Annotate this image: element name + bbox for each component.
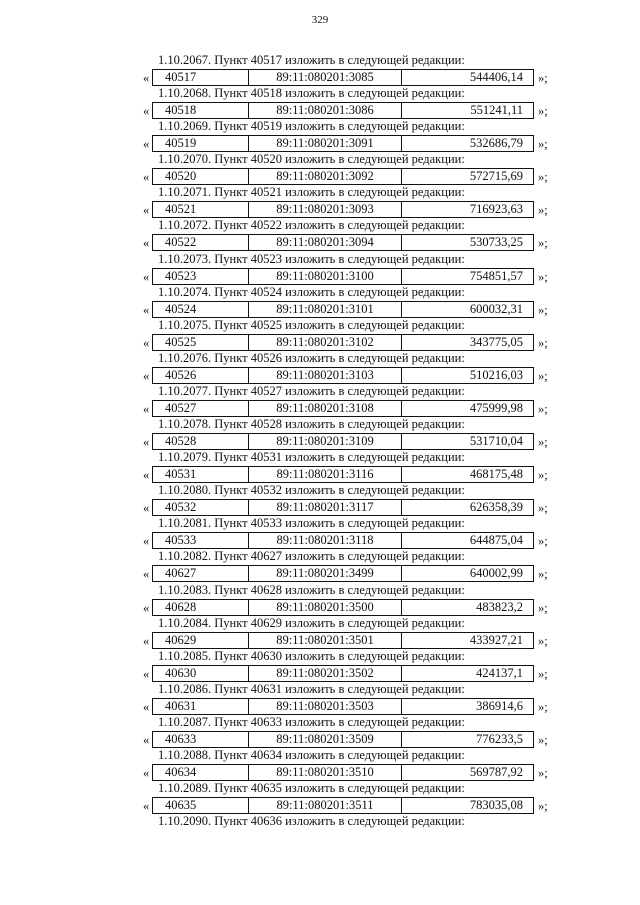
closing-quote: »; bbox=[538, 236, 548, 251]
item-number-cell: 40525 bbox=[153, 335, 249, 350]
cadastral-number-cell: 89:11:080201:3502 bbox=[249, 666, 402, 681]
table-row bbox=[152, 466, 534, 483]
amendment-entry bbox=[0, 748, 640, 781]
closing-quote: »; bbox=[538, 567, 548, 582]
item-number-cell: 40520 bbox=[153, 169, 249, 184]
opening-quote: « bbox=[143, 534, 150, 549]
closing-quote: »; bbox=[538, 302, 548, 317]
amendment-entry bbox=[0, 516, 640, 549]
amendment-heading: 1.10.2081. Пункт 40533 изложить в следующей редакции: bbox=[158, 516, 465, 531]
closing-quote: »; bbox=[538, 71, 548, 85]
table-row bbox=[152, 565, 534, 582]
amendment-entry bbox=[0, 450, 640, 483]
cadastral-number-cell: 89:11:080201:3117 bbox=[249, 500, 402, 515]
table-row bbox=[152, 367, 534, 384]
cadastral-number-cell: 89:11:080201:3091 bbox=[249, 136, 402, 151]
item-number-cell: 40630 bbox=[153, 666, 249, 681]
amendment-entry bbox=[0, 185, 640, 218]
amendment-heading: 1.10.2069. Пункт 40519 изложить в следующей редакции: bbox=[158, 119, 465, 134]
opening-quote: « bbox=[143, 501, 150, 516]
opening-quote: « bbox=[143, 137, 150, 152]
item-number-cell: 40522 bbox=[153, 235, 249, 250]
item-number-cell: 40634 bbox=[153, 765, 249, 780]
value-cell: 433927,21 bbox=[469, 632, 523, 647]
cadastral-number-cell: 89:11:080201:3116 bbox=[249, 467, 402, 482]
amendment-entry bbox=[0, 218, 640, 251]
item-number-cell: 40633 bbox=[153, 732, 249, 747]
amendment-heading: 1.10.2071. Пункт 40521 изложить в следующей редакции: bbox=[158, 185, 465, 200]
table-row bbox=[152, 268, 534, 285]
amendment-entry bbox=[0, 583, 640, 616]
amendment-heading: 1.10.2090. Пункт 40636 изложить в следующей редакции: bbox=[158, 814, 465, 829]
cadastral-number-cell: 89:11:080201:3510 bbox=[249, 765, 402, 780]
table-row bbox=[152, 102, 534, 119]
value-cell: 776233,5 bbox=[476, 731, 523, 746]
cadastral-number-cell: 89:11:080201:3085 bbox=[249, 70, 402, 85]
closing-quote: »; bbox=[538, 468, 548, 483]
cadastral-number-cell: 89:11:080201:3499 bbox=[249, 566, 402, 581]
item-number-cell: 40521 bbox=[153, 202, 249, 217]
closing-quote: »; bbox=[538, 203, 548, 218]
opening-quote: « bbox=[143, 435, 150, 450]
closing-quote: »; bbox=[538, 269, 548, 284]
amendment-heading: 1.10.2084. Пункт 40629 изложить в следующей редакции: bbox=[158, 615, 465, 630]
cadastral-number-cell: 89:11:080201:3503 bbox=[249, 699, 402, 714]
amendment-entry bbox=[0, 318, 640, 351]
item-number-cell: 40519 bbox=[153, 136, 249, 151]
cadastral-number-cell: 89:11:080201:3102 bbox=[249, 335, 402, 350]
cadastral-number-cell: 89:11:080201:3092 bbox=[249, 169, 402, 184]
value-cell: 572715,69 bbox=[469, 169, 523, 184]
cadastral-number-cell: 89:11:080201:3103 bbox=[249, 368, 402, 383]
amendment-heading: 1.10.2074. Пункт 40524 изложить в следующей редакции: bbox=[158, 284, 465, 299]
amendment-entry bbox=[0, 483, 640, 516]
opening-quote: « bbox=[143, 236, 150, 251]
closing-quote: »; bbox=[538, 600, 548, 615]
amendment-heading: 1.10.2073. Пункт 40523 изложить в следующей редакции: bbox=[158, 251, 465, 266]
table-row bbox=[152, 499, 534, 516]
closing-quote: »; bbox=[538, 765, 548, 780]
value-cell: 783035,08 bbox=[469, 798, 523, 813]
cadastral-number-cell: 89:11:080201:3109 bbox=[249, 434, 402, 449]
opening-quote: « bbox=[143, 335, 150, 350]
opening-quote: « bbox=[143, 104, 150, 119]
cadastral-number-cell: 89:11:080201:3118 bbox=[249, 533, 402, 548]
value-cell: 716923,63 bbox=[469, 202, 523, 217]
amendment-heading: 1.10.2087. Пункт 40633 изложить в следующей редакции: bbox=[158, 714, 465, 729]
amendment-entry bbox=[0, 285, 640, 318]
amendment-heading: 1.10.2077. Пункт 40527 изложить в следующей редакции: bbox=[158, 383, 465, 398]
amendment-heading: 1.10.2088. Пункт 40634 изложить в следующей редакции: bbox=[158, 747, 465, 762]
value-cell: 468175,48 bbox=[469, 467, 523, 482]
table-row bbox=[152, 400, 534, 417]
value-cell: 531710,04 bbox=[469, 434, 523, 449]
value-cell: 530733,25 bbox=[469, 235, 523, 250]
value-cell: 510216,03 bbox=[469, 367, 523, 382]
cadastral-number-cell: 89:11:080201:3511 bbox=[249, 798, 402, 813]
closing-quote: »; bbox=[538, 435, 548, 450]
value-cell: 532686,79 bbox=[469, 136, 523, 151]
amendment-entry bbox=[0, 86, 640, 119]
amendment-entry bbox=[0, 53, 640, 86]
item-number-cell: 40528 bbox=[153, 434, 249, 449]
cadastral-number-cell: 89:11:080201:3086 bbox=[249, 103, 402, 118]
opening-quote: « bbox=[143, 468, 150, 483]
closing-quote: »; bbox=[538, 699, 548, 714]
amendment-heading: 1.10.2086. Пункт 40631 изложить в следующей редакции: bbox=[158, 681, 465, 696]
value-cell: 644875,04 bbox=[469, 533, 523, 548]
table-row bbox=[152, 599, 534, 616]
amendment-entry bbox=[0, 682, 640, 715]
opening-quote: « bbox=[143, 732, 150, 747]
item-number-cell: 40532 bbox=[153, 500, 249, 515]
opening-quote: « bbox=[143, 633, 150, 648]
opening-quote: « bbox=[143, 203, 150, 218]
amendment-heading: 1.10.2080. Пункт 40532 изложить в следующей редакции: bbox=[158, 483, 465, 498]
item-number-cell: 40523 bbox=[153, 269, 249, 284]
item-number-cell: 40533 bbox=[153, 533, 249, 548]
amendment-entry bbox=[0, 384, 640, 417]
amendment-entry bbox=[0, 252, 640, 285]
opening-quote: « bbox=[143, 302, 150, 317]
table-row bbox=[152, 532, 534, 549]
amendment-entry-final bbox=[0, 814, 640, 847]
value-cell: 475999,98 bbox=[469, 400, 523, 415]
item-number-cell: 40517 bbox=[153, 70, 249, 85]
table-row bbox=[152, 797, 534, 814]
amendment-list bbox=[0, 53, 640, 847]
closing-quote: »; bbox=[538, 799, 548, 814]
table-row bbox=[152, 698, 534, 715]
amendment-heading: 1.10.2075. Пункт 40525 изложить в следующей редакции: bbox=[158, 317, 465, 332]
value-cell: 424137,1 bbox=[476, 665, 523, 680]
cadastral-number-cell: 89:11:080201:3509 bbox=[249, 732, 402, 747]
opening-quote: « bbox=[143, 401, 150, 416]
opening-quote: « bbox=[143, 799, 150, 814]
value-cell: 626358,39 bbox=[469, 500, 523, 515]
opening-quote: « bbox=[143, 600, 150, 615]
amendment-heading: 1.10.2078. Пункт 40528 изложить в следующей редакции: bbox=[158, 417, 465, 432]
value-cell: 343775,05 bbox=[469, 334, 523, 349]
item-number-cell: 40631 bbox=[153, 699, 249, 714]
page-number: 329 bbox=[311, 14, 329, 26]
table-row bbox=[152, 201, 534, 218]
closing-quote: »; bbox=[538, 335, 548, 350]
table-row bbox=[152, 632, 534, 649]
amendment-heading: 1.10.2070. Пункт 40520 изложить в следующей редакции: bbox=[158, 152, 465, 167]
closing-quote: »; bbox=[538, 633, 548, 648]
table-row bbox=[152, 168, 534, 185]
value-cell: 544406,14 bbox=[469, 70, 523, 84]
opening-quote: « bbox=[143, 368, 150, 383]
amendment-entry bbox=[0, 781, 640, 814]
value-cell: 483823,2 bbox=[476, 599, 523, 614]
amendment-heading: 1.10.2068. Пункт 40518 изложить в следующей редакции: bbox=[158, 86, 465, 101]
amendment-entry bbox=[0, 417, 640, 450]
closing-quote: »; bbox=[538, 501, 548, 516]
value-cell: 640002,99 bbox=[469, 566, 523, 581]
opening-quote: « bbox=[143, 269, 150, 284]
cadastral-number-cell: 89:11:080201:3501 bbox=[249, 633, 402, 648]
table-row bbox=[152, 334, 534, 351]
table-row bbox=[152, 764, 534, 781]
table-row bbox=[152, 69, 534, 86]
table-row bbox=[152, 731, 534, 748]
item-number-cell: 40635 bbox=[153, 798, 249, 813]
item-number-cell: 40527 bbox=[153, 401, 249, 416]
opening-quote: « bbox=[143, 666, 150, 681]
cadastral-number-cell: 89:11:080201:3100 bbox=[249, 269, 402, 284]
amendment-heading: 1.10.2076. Пункт 40526 изложить в следующей редакции: bbox=[158, 350, 465, 365]
closing-quote: »; bbox=[538, 401, 548, 416]
amendment-entry bbox=[0, 351, 640, 384]
amendment-entry bbox=[0, 649, 640, 682]
cadastral-number-cell: 89:11:080201:3108 bbox=[249, 401, 402, 416]
cadastral-number-cell: 89:11:080201:3101 bbox=[249, 302, 402, 317]
cadastral-number-cell: 89:11:080201:3093 bbox=[249, 202, 402, 217]
closing-quote: »; bbox=[538, 534, 548, 549]
item-number-cell: 40628 bbox=[153, 600, 249, 615]
item-number-cell: 40524 bbox=[153, 302, 249, 317]
closing-quote: »; bbox=[538, 368, 548, 383]
closing-quote: »; bbox=[538, 666, 548, 681]
opening-quote: « bbox=[143, 71, 150, 85]
value-cell: 386914,6 bbox=[476, 698, 523, 713]
item-number-cell: 40526 bbox=[153, 368, 249, 383]
amendment-heading: 1.10.2083. Пункт 40628 изложить в следующей редакции: bbox=[158, 582, 465, 597]
item-number-cell: 40629 bbox=[153, 633, 249, 648]
amendment-heading: 1.10.2072. Пункт 40522 изложить в следующей редакции: bbox=[158, 218, 465, 233]
closing-quote: »; bbox=[538, 137, 548, 152]
opening-quote: « bbox=[143, 170, 150, 185]
opening-quote: « bbox=[143, 699, 150, 714]
opening-quote: « bbox=[143, 567, 150, 582]
item-number-cell: 40531 bbox=[153, 467, 249, 482]
table-row bbox=[152, 433, 534, 450]
item-number-cell: 40518 bbox=[153, 103, 249, 118]
value-cell: 569787,92 bbox=[469, 764, 523, 779]
amendment-heading: 1.10.2085. Пункт 40630 изложить в следующей редакции: bbox=[158, 648, 465, 663]
value-cell: 754851,57 bbox=[469, 268, 523, 283]
amendment-heading: 1.10.2082. Пункт 40627 изложить в следующей редакции: bbox=[158, 549, 465, 564]
amendment-entry bbox=[0, 715, 640, 748]
closing-quote: »; bbox=[538, 732, 548, 747]
amendment-entry bbox=[0, 549, 640, 582]
amendment-entry bbox=[0, 616, 640, 649]
cadastral-number-cell: 89:11:080201:3500 bbox=[249, 600, 402, 615]
amendment-heading: 1.10.2067. Пункт 40517 изложить в следующей редакции: bbox=[158, 53, 465, 67]
amendment-heading: 1.10.2079. Пункт 40531 изложить в следующей редакции: bbox=[158, 450, 465, 465]
table-row bbox=[152, 665, 534, 682]
table-row bbox=[152, 301, 534, 318]
value-cell: 600032,31 bbox=[469, 301, 523, 316]
opening-quote: « bbox=[143, 765, 150, 780]
amendment-entry bbox=[0, 119, 640, 152]
item-number-cell: 40627 bbox=[153, 566, 249, 581]
closing-quote: »; bbox=[538, 104, 548, 119]
table-row bbox=[152, 135, 534, 152]
amendment-entry bbox=[0, 152, 640, 185]
amendment-heading: 1.10.2089. Пункт 40635 изложить в следующей редакции: bbox=[158, 781, 465, 796]
closing-quote: »; bbox=[538, 170, 548, 185]
value-cell: 551241,11 bbox=[470, 103, 523, 118]
cadastral-number-cell: 89:11:080201:3094 bbox=[249, 235, 402, 250]
table-row bbox=[152, 234, 534, 251]
